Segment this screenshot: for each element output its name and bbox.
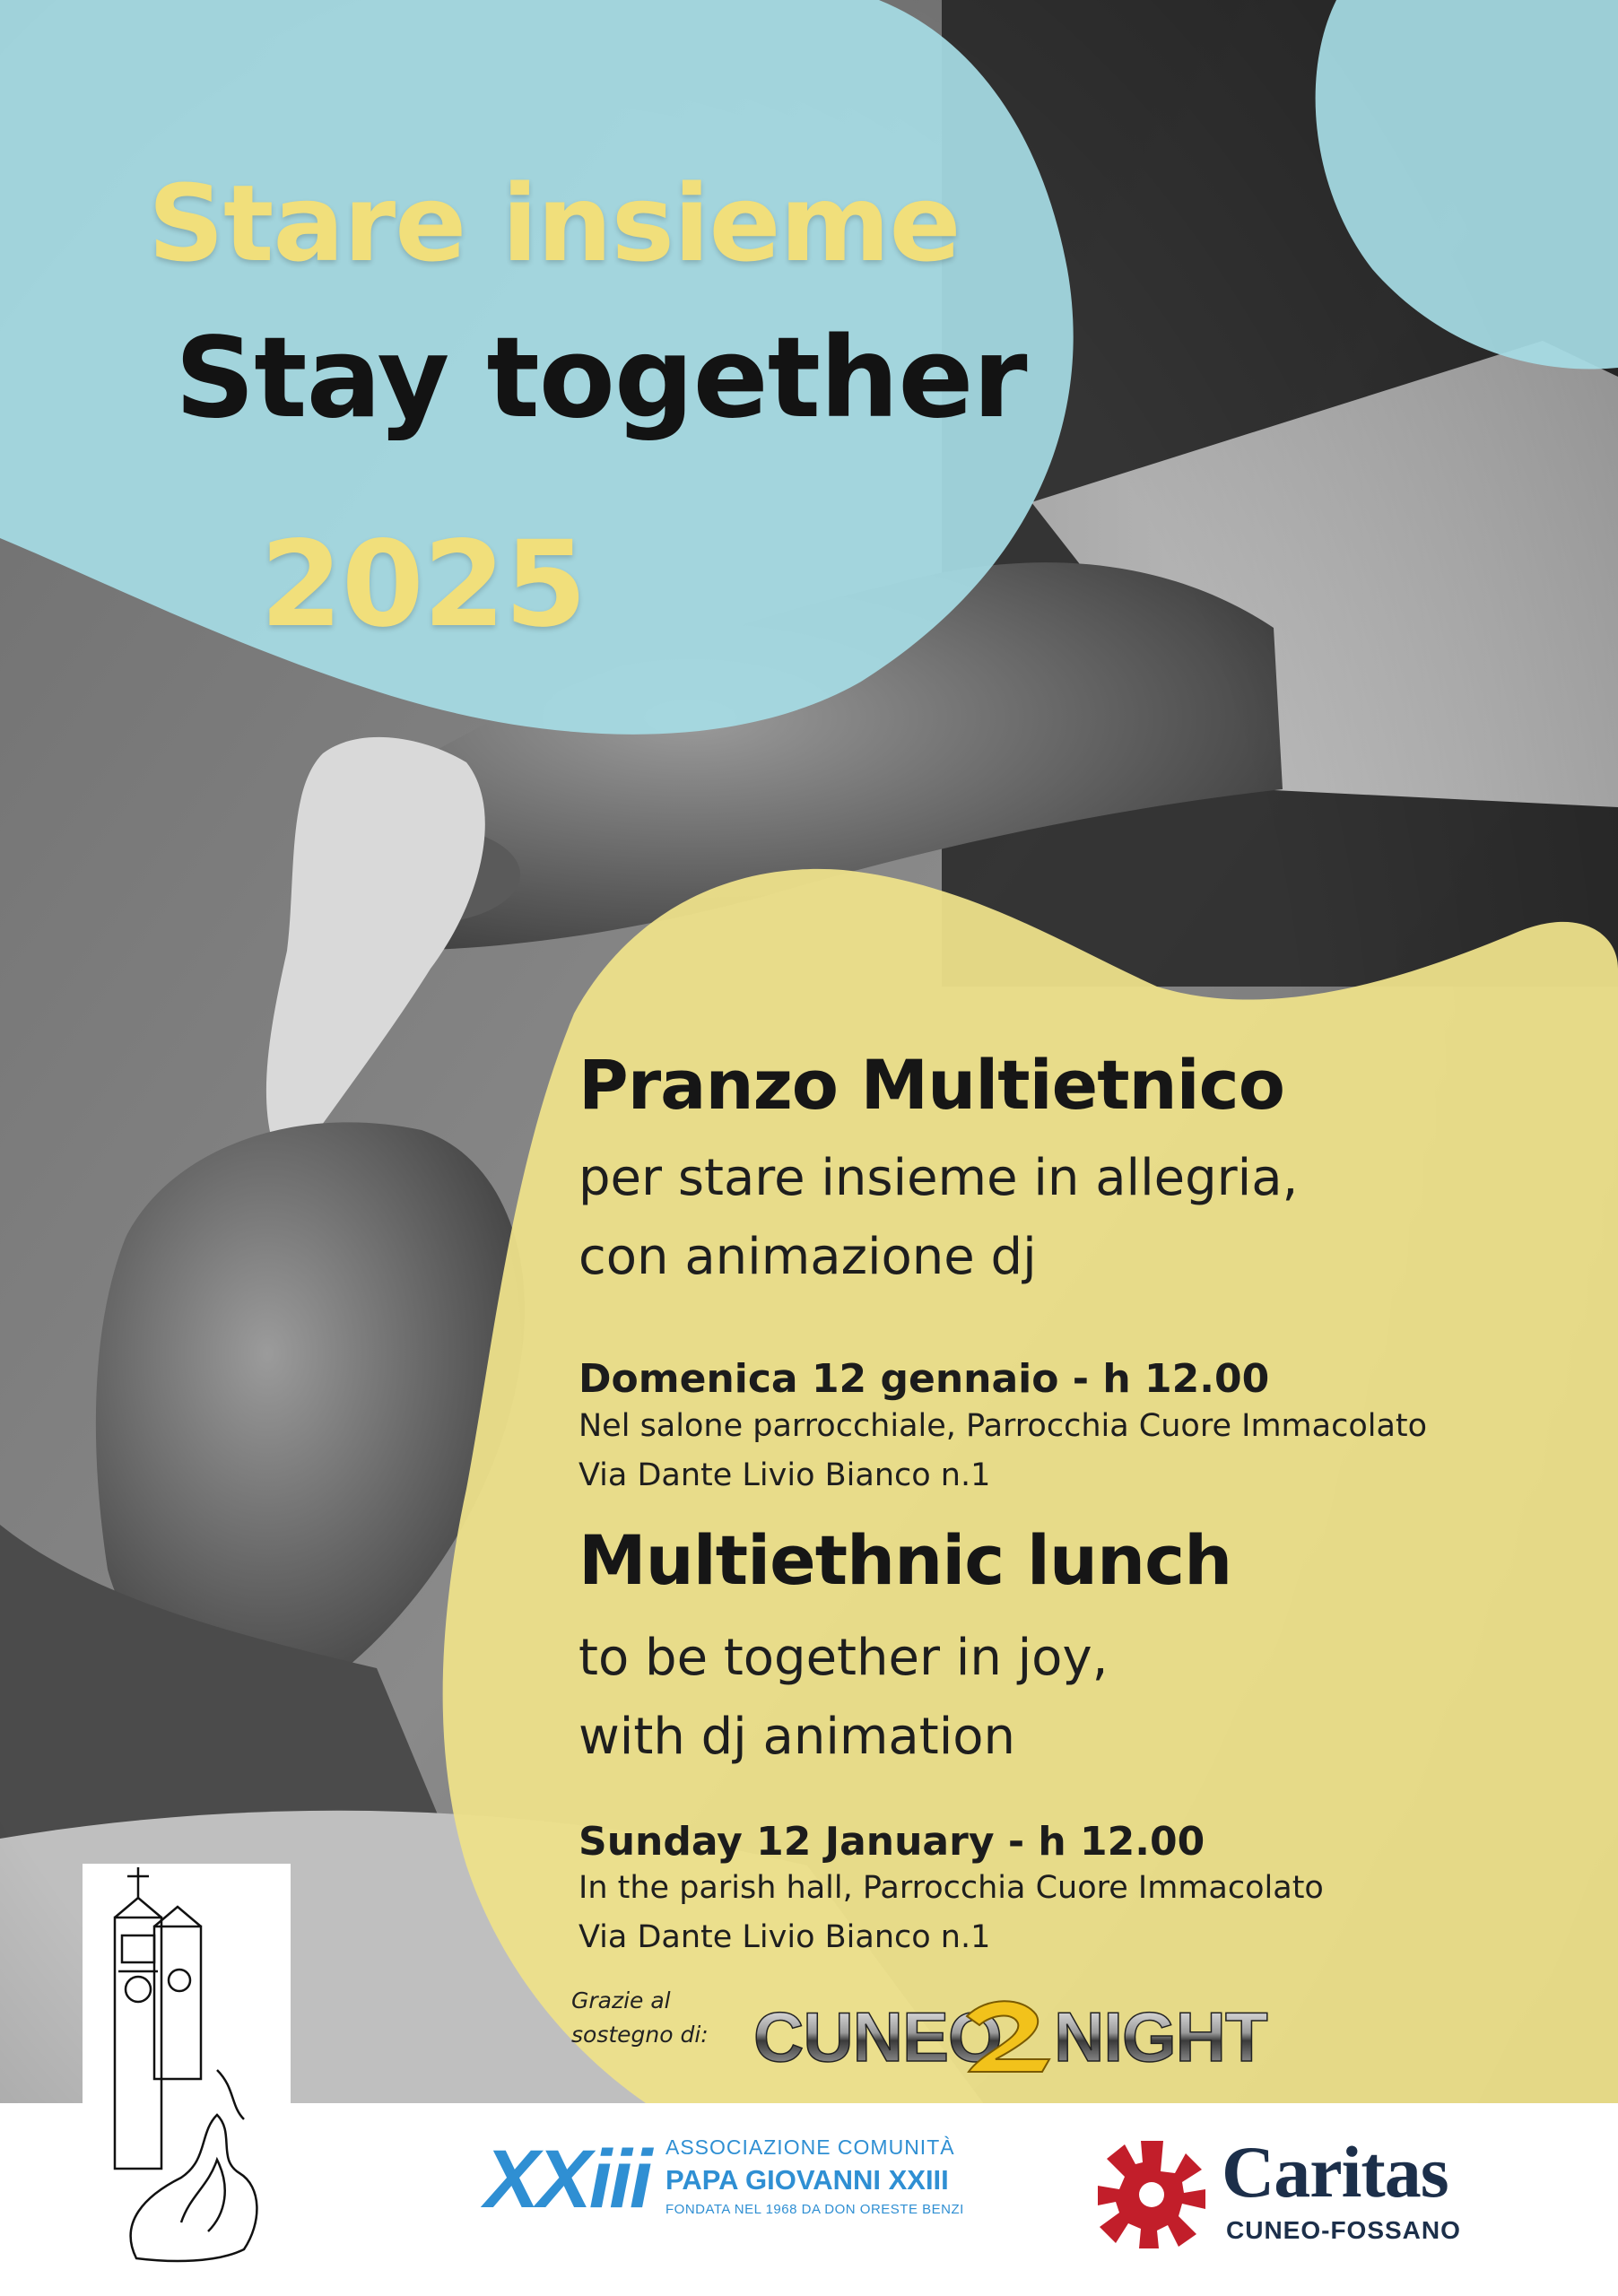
sponsor-name-right: NIGHT [1054,1997,1267,2076]
event-subtitle-line: per stare insieme in allegria, [578,1149,1299,1207]
event-location-line: In the parish hall, Parrocchia Cuore Immacolato [578,1870,1324,1906]
event-heading-italian: Pranzo Multietnico [578,1045,1284,1125]
event-location-italian [578,1402,1427,1500]
sponsor-thanks-line: sostegno di: [571,2022,709,2048]
event-location-line: Via Dante Livio Bianco n.1 [578,1457,991,1493]
event-subtitle-line: to be together in joy, [578,1629,1109,1687]
event-location-line: Via Dante Livio Bianco n.1 [578,1919,991,1955]
event-subtitle-english [578,1619,1108,1777]
event-date-italian: Domenica 12 gennaio - h 12.00 [578,1356,1270,1402]
apg23-name-line2: PAPA GIOVANNI XXIII [665,2164,949,2196]
event-location-english [578,1864,1324,1962]
apg23-mark: XXiii [484,2134,650,2225]
event-subtitle-line: with dj animation [578,1708,1016,1766]
title-english: Stay together [175,314,1027,443]
caritas-city: CUNEO-FOSSANO [1226,2216,1461,2244]
caritas-cross-icon [1096,2137,1208,2249]
caritas-logo [1096,2130,1473,2260]
event-heading-english: Multiethnic lunch [578,1520,1232,1600]
church-logo [83,1864,291,2267]
event-date-english: Sunday 12 January - h 12.00 [578,1819,1205,1865]
sponsor-thanks-text [571,1984,709,2052]
apg23-logo [484,2130,1005,2242]
apg23-name-line1: ASSOCIAZIONE COMUNITÀ [665,2135,955,2159]
sponsor-logo-cuneo-night [753,1989,1267,2083]
event-location-line: Nel salone parrocchiale, Parrocchia Cuore Immacolato [578,1408,1428,1444]
title-year: 2025 [260,516,587,654]
title-italian: Stare insieme [148,161,961,285]
sponsor-thanks-line: Grazie al [571,1987,671,2013]
sponsor-name-left: CUNEO [753,1997,1002,2076]
event-subtitle-line: con animazione dj [578,1228,1037,1286]
caritas-name: Caritas [1222,2131,1448,2213]
apg23-founded-line: FONDATA NEL 1968 DA DON ORESTE BENZI [665,2202,964,2217]
event-subtitle-italian [578,1139,1298,1297]
